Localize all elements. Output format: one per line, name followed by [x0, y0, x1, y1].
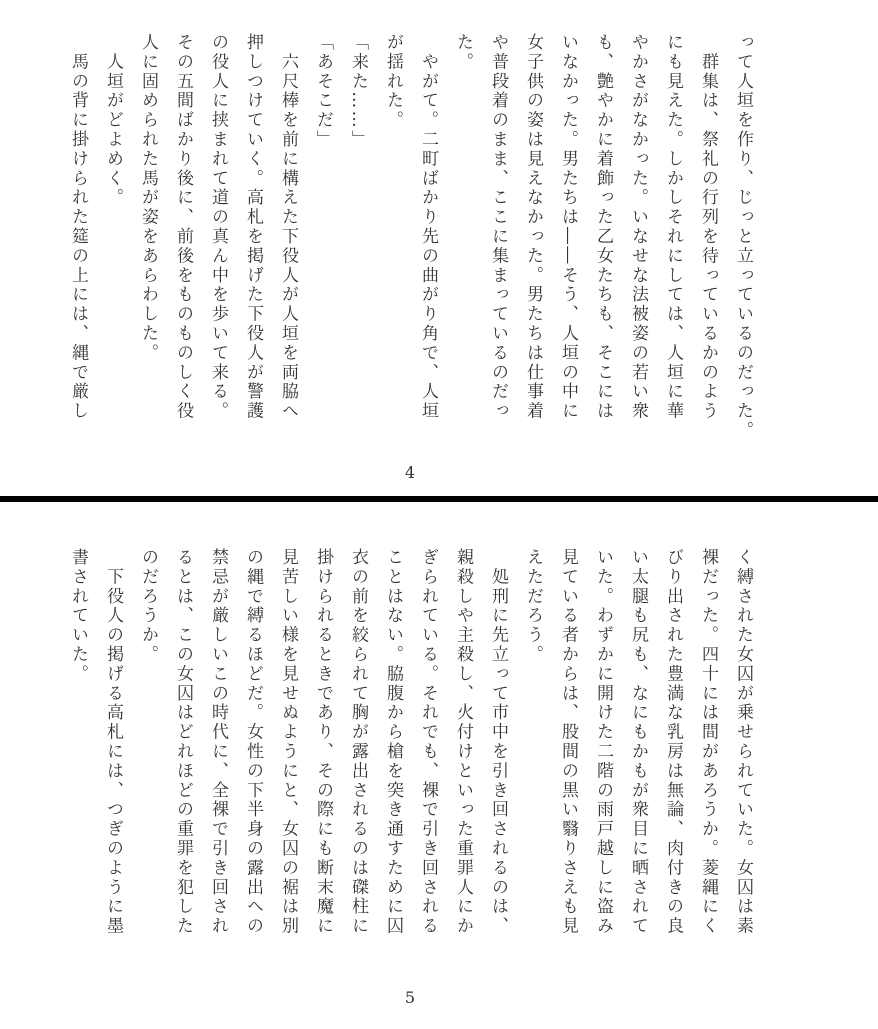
text-column: 見ている者からは、股間の黒い翳りさえも見	[558, 548, 578, 936]
text-column: 禁忌が厳しいこの時代に、全裸で引き回され	[208, 548, 228, 936]
text-column: いた。わずかに開けた二階の雨戸越しに盗み	[593, 548, 613, 936]
text-column: も、艶やかに着飾った乙女たちも、そこには	[593, 33, 613, 421]
page-4-text-block	[60, 33, 760, 441]
text-column: 馬の背に掛けられた筵の上には、縄で厳し	[68, 33, 88, 421]
text-column: えただろう。	[523, 548, 543, 665]
text-column: や普段着のまま、ここに集まっているのだっ	[488, 33, 508, 421]
text-column: 裸だった。四十には間があろうか。菱縄にく	[698, 548, 718, 936]
page-5-text-block	[60, 548, 760, 936]
text-column: その五間ばかり後に、前後をものものしく役	[173, 33, 193, 421]
text-column: って人垣を作り、じっと立っているのだった。	[733, 33, 753, 441]
text-column: 「来た……」	[348, 33, 368, 150]
text-column: ぎられている。それでも、裸で引き回される	[418, 548, 438, 936]
text-column: 親殺しや主殺し、火付けといった重罪人にか	[453, 548, 473, 936]
page-5-panel	[0, 548, 878, 1029]
text-column: やがて。二町ばかり先の曲がり角で、人垣	[418, 33, 438, 421]
text-column: るとは、この女囚はどれほどの重罪を犯した	[173, 548, 193, 936]
text-column: ことはない。脇腹から槍を突き通すために囚	[383, 548, 403, 936]
text-column: にも見えた。しかしそれにしては、人垣に華	[663, 33, 683, 421]
text-column: い太腿も尻も、なにもかもが衆目に晒されて	[628, 548, 648, 936]
text-column: やかさがなかった。いなせな法被姿の若い衆	[628, 33, 648, 421]
text-column: 衣の前を絞られて胸が露出されるのは磔柱に	[348, 548, 368, 936]
text-column: 処刑に先立って市中を引き回されるのは、	[488, 548, 508, 936]
text-column: 押しつけていく。高札を掲げた下役人が警護	[243, 33, 263, 421]
text-column: 人に固められた馬が姿をあらわした。	[138, 33, 158, 363]
text-column: いなかった。男たちは――そう、人垣の中に	[558, 33, 578, 421]
text-column: 掛けられるときであり、その際にも断末魔に	[313, 548, 333, 936]
text-column: 「あそこだ」	[313, 33, 333, 150]
text-column: 見苦しい様を見せぬようにと、女囚の裾は別	[278, 548, 298, 936]
text-column: 六尺棒を前に構えた下役人が人垣を両脇へ	[278, 33, 298, 421]
text-column: 人垣がどよめく。	[103, 33, 123, 208]
text-column: 書されていた。	[68, 548, 88, 684]
text-column: が揺れた。	[383, 33, 403, 130]
page-5-number: 5	[404, 988, 416, 1007]
page-4-panel	[0, 33, 878, 496]
page-4-number: 4	[404, 463, 416, 482]
text-column: 女子供の姿は見えなかった。男たちは仕事着	[523, 33, 543, 421]
text-column: びり出された豊満な乳房は無論、肉付きの良	[663, 548, 683, 936]
text-column: た。	[453, 33, 473, 72]
ebook-reader	[0, 33, 878, 1007]
text-column: の役人に挟まれて道の真ん中を歩いて来る。	[208, 33, 228, 421]
text-column: 下役人の掲げる高札には、つぎのように墨	[103, 548, 123, 936]
text-column: 群集は、祭礼の行列を待っているかのよう	[698, 33, 718, 421]
text-column: く縛された女囚が乗せられていた。女囚は素	[733, 548, 753, 936]
page-divider	[0, 496, 878, 502]
text-column: の縄で縛るほどだ。女性の下半身の露出への	[243, 548, 263, 936]
text-column: のだろうか。	[138, 548, 158, 665]
